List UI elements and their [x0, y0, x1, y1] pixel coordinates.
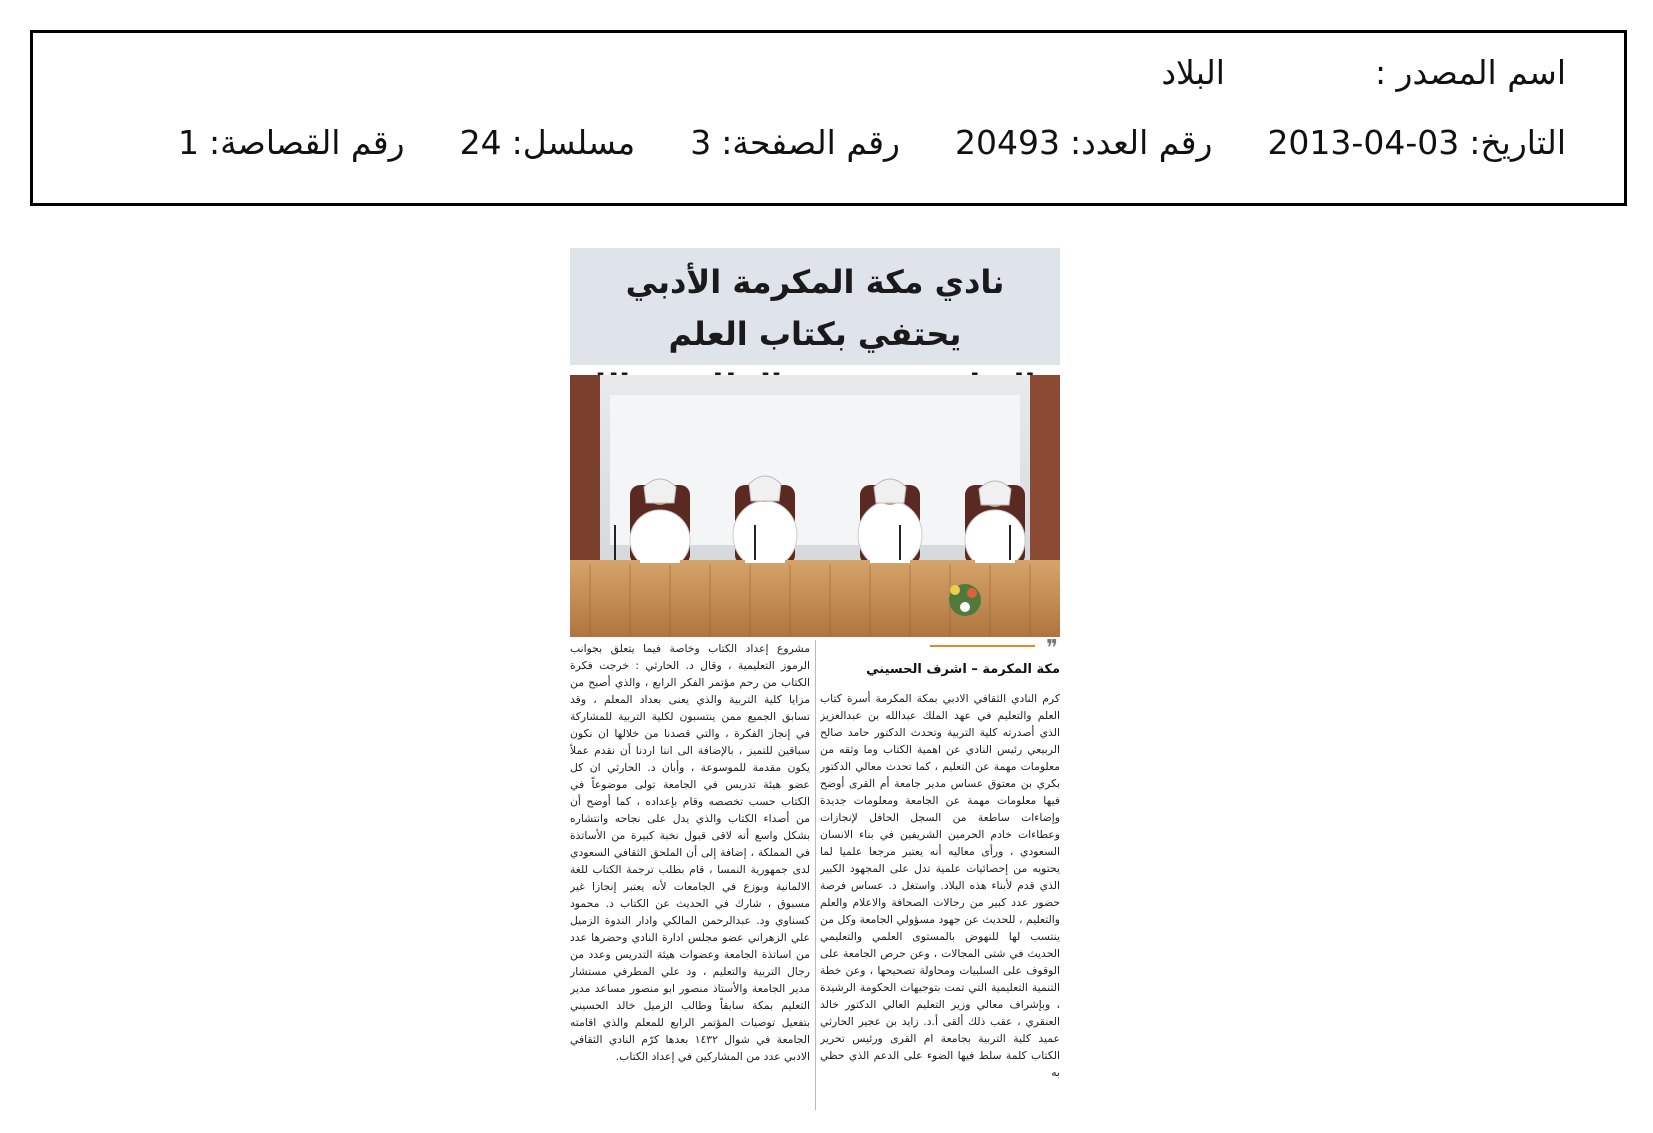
newspaper-clipping — [570, 248, 1060, 1118]
meta-row — [178, 123, 1566, 162]
serial-label: مسلسل: — [511, 123, 636, 162]
issue-field — [955, 123, 1212, 162]
source-value: البلاد — [1161, 53, 1225, 92]
source-field — [1375, 53, 1566, 92]
headline-line-1: نادي مكة المكرمة الأدبي يحتفي بكتاب العلم — [625, 263, 1005, 353]
article-byline: مكة المكرمة – اشرف الحسيني — [866, 662, 1060, 677]
date-label: التاريخ: — [1469, 123, 1566, 162]
page-value: 3 — [690, 123, 712, 162]
byline-rule — [930, 645, 1035, 647]
date-field — [1267, 123, 1566, 162]
clipping-label: رقم القصاصة: — [209, 123, 405, 162]
issue-value: 20493 — [955, 123, 1060, 162]
date-value: 2013-04-03 — [1267, 123, 1460, 162]
headline-panel — [570, 248, 1060, 365]
page-label: رقم الصفحة: — [721, 123, 900, 162]
clipping-value: 1 — [178, 123, 199, 162]
page-field — [690, 123, 900, 162]
serial-value: 24 — [459, 123, 502, 162]
quote-mark-icon: ❞ — [1046, 636, 1058, 661]
column-divider — [815, 640, 816, 1110]
article-column-right: كرم النادي الثقافي الادبي بمكة المكرمة أسرة كتاب العلم والتعليم في عهد الملك عبدالله بن عبدالعزيز الذي أصدرته كلية التربية وتحدث الدكتور حامد صالح الربيعي رئيس النادي عن اهمية الكتاب وما وثقه من معلومات مهمة عن التعليم ، كما تحدث معالي الدكتور بكري بن معتوق عساس مدير جامعة أم القرى أوضح فيها معلومات مهمة عن الجامعة ومعلومات جديدة وإضاءات ساطعة من السجل الحافل لإنجازات وعطاءات خادم الحرمين الشريفين في بناء الانسان السعودي ، ورأى معاليه أنه يعتبر مرجعا علميا لما يحتويه من إحصائيات علمية تدل على المجهود الكبير الذي قدم لأبناء هذه البلاد. واستغل د. عساس فرصة حضور عدد كبير من رجالات الصحافة والاعلام والعلم والتعليم ، للحديث عن جهود مسؤولي الجامعة وكل من ينتسب لها للنهوض بالمستوى العلمي والتعليمي الحديث في شتى المجالات ، وعن حرص الجامعة على الوقوف على السلبيات ومحاولة تصحيحها ، وعن خطة التنمية التعليمية التي تمت بتوجيهات الحكومة الرشيدة ، وبإشراف معالي وزير التعليم العالي الدكتور خالد العنقري ، عقب ذلك ألقى أ.د. زايد بن عجير الحارثي عميد كلية التربية بجامعة ام القرى ورئيس تحرير الكتاب كلمة سلط فيها الضوء على الدعم الذي حظي به — [820, 692, 1060, 1079]
source-label: اسم المصدر : — [1374, 53, 1566, 92]
clipping-field — [178, 123, 405, 162]
article-column-left: مشروع إعداد الكتاب وخاصة فيما يتعلق بجوانب الرموز التعليمية ، وقال د. الحارثي : خرجت فكرة الكتاب من رحم مؤتمر الفكر الرابع ، والذي أصبح من مزايا كلية التربية والذي يعنى بعداد المعلم ، وقد تسابق الجميع ممن ينتسبون لكلية التربية للمشاركة في إنجاز الفكرة ، والتي قصدنا من خلالها ان نكون سباقين للتميز ، بالإضافة الى اننا اردنا أن نقدم عملاً يكون مقدمة للموسوعة ، وأبان د. الحارثي ان كل عضو هيئة تدريس في الجامعة تولى موضوعاً في الكتاب حسب تخصصه وقام بإعداده ، كما أوضح أن من أصداء الكتاب والذي يدل على نجاحه وانتشاره بشكل واسع أنه لاقى قبول نخبة كبيرة من الأساتذة في المملكة ، إضافة إلى أن الملحق الثقافي السعودي لدى جمهورية النمسا ، قام بطلب ترجمة الكتاب للغة الالمانية وبوزع في الجامعات لأنه يعتبر إنجازا غير مسبوق ، شارك في الحديث عن الكتاب د. محمود كسناوي ود. عبدالرحمن المالكي وادار الندوة الزميل علي الزهراني عضو مجلس ادارة النادي وحضرها عدد من اساتذة الجامعة وعضوات هيئة التدريس وعدد من رجال التربية والتعليم ، ود علي المطرفي مستشار مدير الجامعة والأستاذ منصور ابو منصور مساعد مدير التعليم بمكة سابقاً وطالب الزميل خالد الحسيني بتفعيل توصيات المؤتمر الرابع للمعلم والذي اقامته الجامعة في شوال ١٤٣٢ بعدها كرّم النادي الثقافي الادبي عدد من المشاركين في إعداد الكتاب. — [570, 642, 810, 1063]
source-row — [1161, 53, 1566, 92]
clipping-header-box — [30, 30, 1627, 206]
panel-discussion-photo — [570, 375, 1060, 637]
serial-field — [460, 123, 636, 162]
issue-label: رقم العدد: — [1069, 123, 1213, 162]
